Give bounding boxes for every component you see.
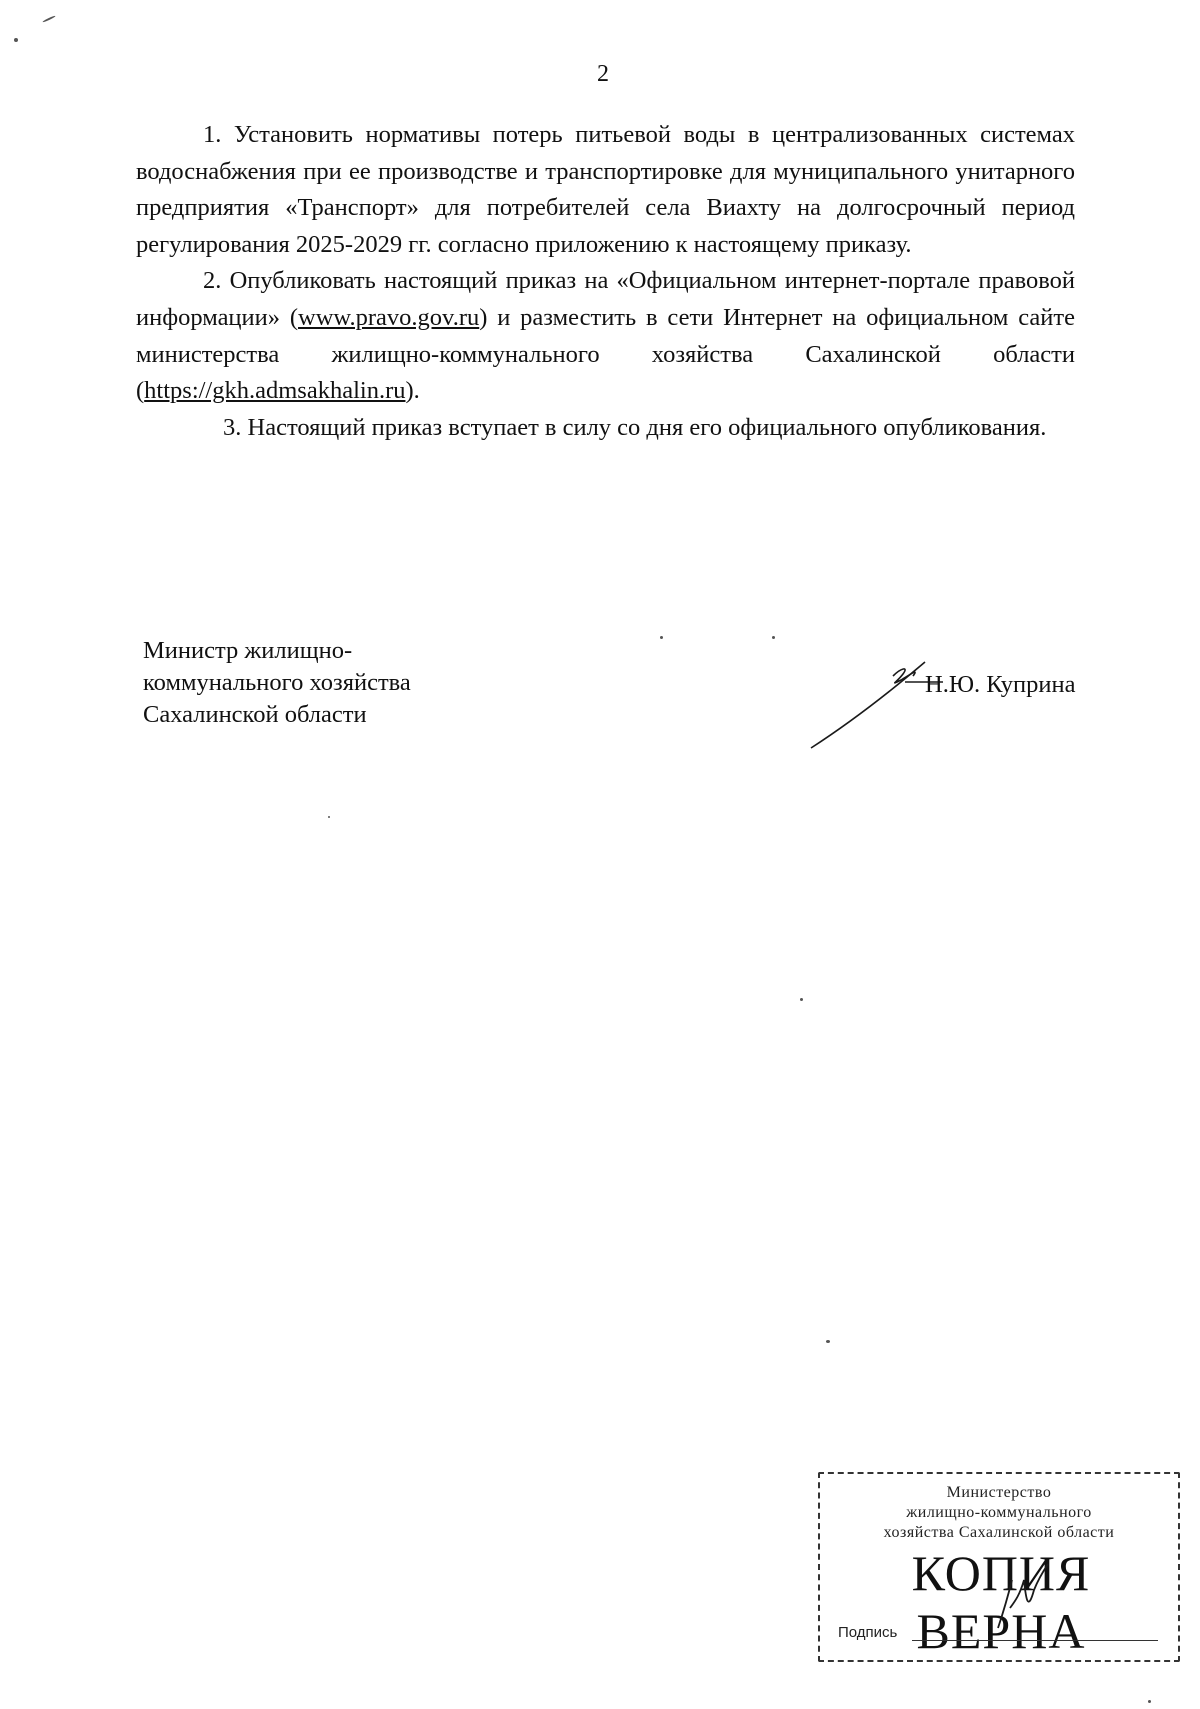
order-body (136, 117, 1075, 446)
position-line-2: коммунального хозяйства (143, 669, 411, 696)
paragraph-2-text-start: 2. Опубликовать настоящий приказ на «Официальном интернет-портале правовой информации» ( (136, 267, 1075, 331)
signatory-name: Н.Ю. Куприна (925, 671, 1076, 698)
stamp-line-3: хозяйства Сахалинской области (883, 1524, 1115, 1541)
position-line-1: Министр жилищно- (143, 637, 353, 664)
scan-speck (660, 636, 663, 639)
scan-speck (772, 636, 775, 639)
page-number: 2 (597, 61, 609, 87)
paragraph-2-text-end: ). (405, 377, 420, 405)
signatory-position (143, 635, 411, 731)
stamp-line-1: Министерство (946, 1484, 1052, 1501)
scan-speck (826, 1340, 830, 1343)
scan-speck (14, 38, 18, 42)
paragraph-2 (136, 263, 1075, 409)
paragraph-2-text-middle: ) и разместить в сети Интернет на официальном сайте министерства жилищно-коммунального хозяйства Сахалинской области ( (136, 303, 1075, 405)
stamp-signature-label: Подпись (838, 1624, 898, 1641)
paragraph-3: 3. Настоящий приказ вступает в силу со дня его официального опубликования. (223, 413, 1047, 441)
scan-speck (1148, 1700, 1151, 1703)
stamp-signature-line (912, 1640, 1158, 1641)
stamp-title: КОПИЯ ВЕРНА (911, 1545, 1091, 1659)
position-line-3: Сахалинской области (143, 701, 367, 728)
handwritten-signature (805, 656, 945, 752)
pravo-gov-link[interactable]: www.pravo.gov.ru (298, 303, 480, 331)
stamp-line-2: жилищно-коммунального (906, 1504, 1092, 1521)
paragraph-1: 1. Установить нормативы потерь питьевой воды в централизованных системах водоснабжения при ее производстве и транспортировке для муниципального унитарного предприятия «Транспорт» для потребителей села Виахту на долгосрочный период регулирования 2025-2029 гг. согласно приложению к настоящему приказу. (136, 121, 1075, 258)
scan-speck (42, 15, 56, 23)
gkh-admsakhalin-link[interactable]: https://gkh.admsakhalin.ru (144, 377, 406, 405)
stamp-signature-scribble (990, 1560, 1050, 1632)
scan-speck (800, 998, 803, 1001)
scan-speck (328, 816, 330, 818)
